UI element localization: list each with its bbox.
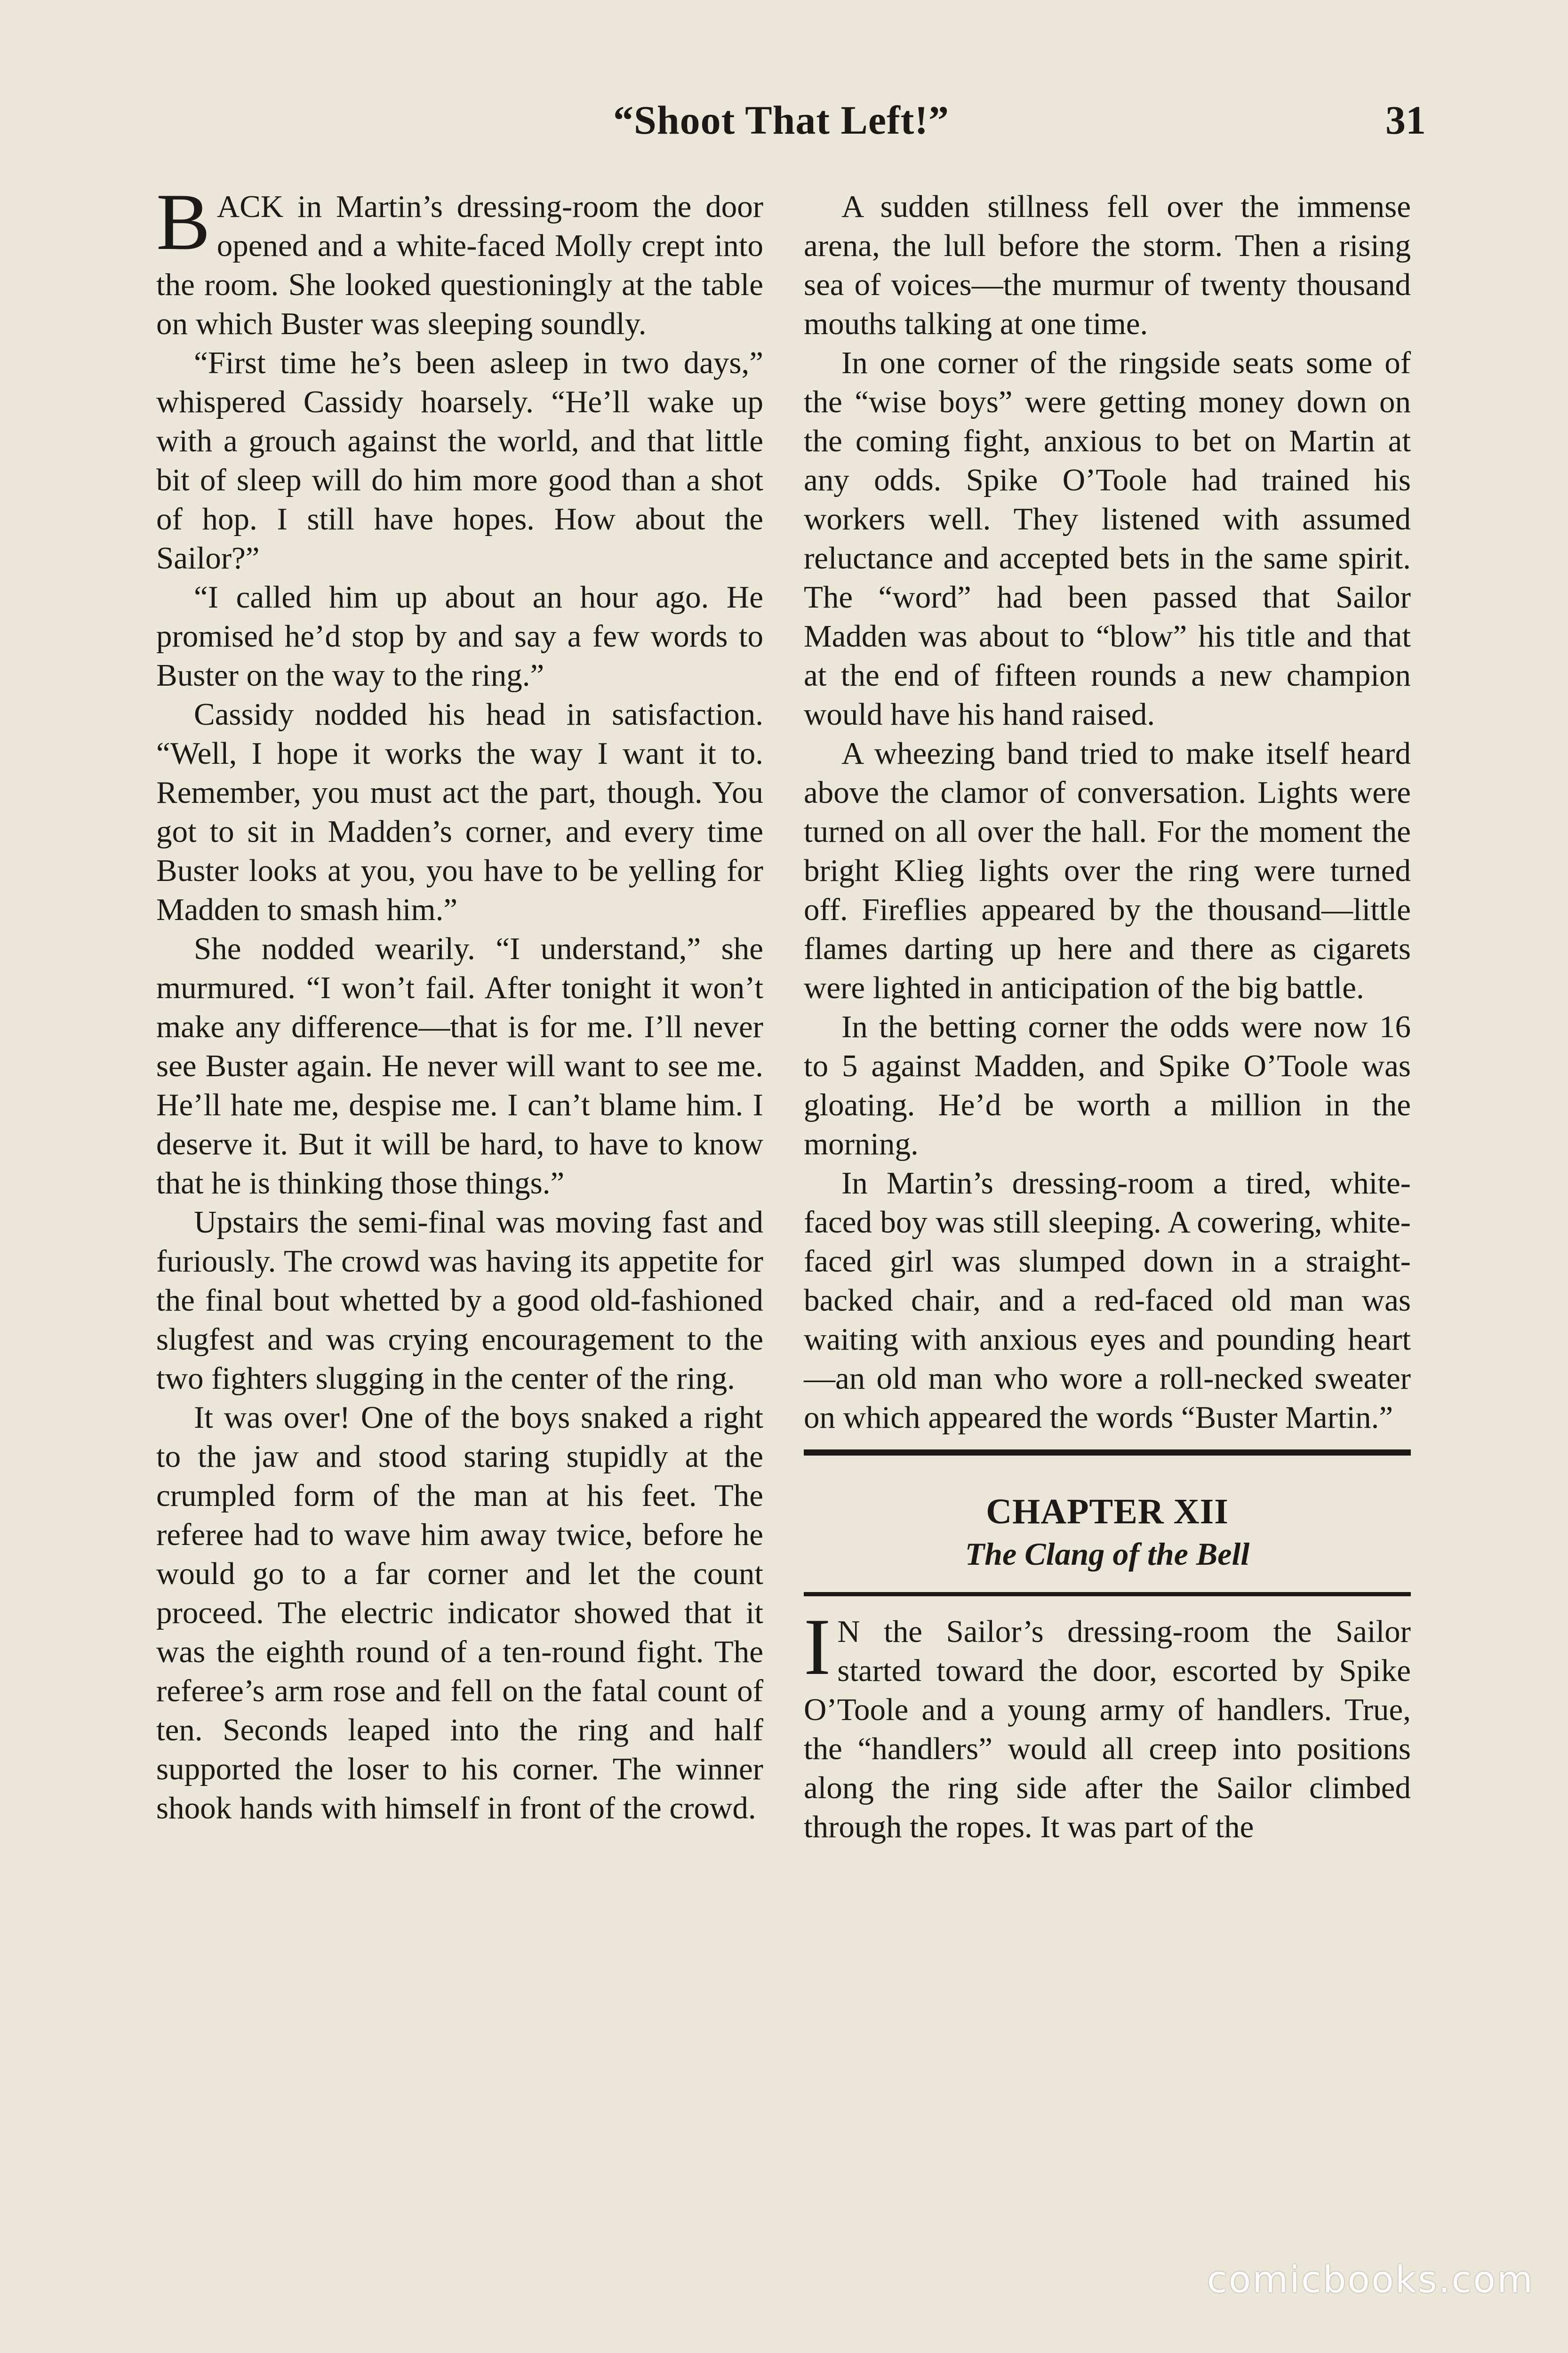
drop-cap: I xyxy=(804,1602,831,1692)
chapter-heading: CHAPTER XII xyxy=(986,1492,1229,1531)
paragraph: She nodded wearily. “I understand,” she murmured. “I won’t fail. After tonight it won’t make any difference—that is for me. I’ll never see Buster again. He never will want to see me. He’ll hate me, despise me. I can’t blame him. I deserve it. But it will be hard, to have to know that he is thinking those things.” xyxy=(156,931,763,1201)
paragraph: “First time he’s been asleep in two days,” whispered Cassidy hoarsely. “He’ll wake up with a grouch against the world, and that little bit of sleep will do him more good than a shot of hop. I still have hopes. How about the Sailor?” xyxy=(156,345,763,576)
paragraph: A sudden stillness fell over the immense arena, the lull before the storm. Then a rising sea of voices—the murmur of twenty thousand mouths talking at one time. xyxy=(804,189,1411,341)
paragraph-text: ACK in Martin’s dressing-room the door opened and a white-faced Molly crept into the room. She looked questioningly at the table on which Buster was sleeping soundly. xyxy=(156,189,763,341)
paragraph: It was over! One of the boys snaked a right to the jaw and stood staring stupidly at the crumpled form of the man at his feet. The referee had to wave him away twice, before he would go to a far corner and let the count proceed. The electric indicator showed that it was the eighth round of a ten-round fight. The referee’s arm rose and fell on the fatal count of ten. Seconds leaped into the ring and half supported the loser to his corner. The winner shook hands with himself in front of the crowd. xyxy=(156,1400,763,1825)
paragraph: In Martin’s dressing-room a tired, white-faced boy was still sleeping. A cowering, white-faced girl was slumped down in a straight-backed chair, and a red-faced old man was waiting with anxious eyes and pounding heart—an old man who wore a roll-necked sweater on which appeared the words “Buster Martin.” xyxy=(804,1166,1411,1435)
left-column xyxy=(156,177,763,1828)
paragraph: “I called him up about an hour ago. He promised he’d stop by and say a few words to Buster on the way to the ring.” xyxy=(156,580,763,693)
paragraph: Upstairs the semi-final was moving fast and furiously. The crowd was having its appetite for the final bout whetted by a good old-fashioned slugfest and was crying encouragement to the two fighters slugging in the center of the ring. xyxy=(156,1205,763,1396)
paragraph: Cassidy nodded his head in satisfaction. “Well, I hope it works the way I want it to. Remember, you must act the part, though. You got to sit in Madden’s corner, and every time Buster looks at you, you have to be yelling for Madden to smash him.” xyxy=(156,697,763,927)
paragraph xyxy=(156,177,763,344)
running-head-title: “Shoot That Left!” xyxy=(613,97,950,143)
paragraph: In one corner of the ringside seats some of the “wise boys” were getting money down on the coming fight, anxious to bet on Martin at any odds. Spike O’Toole had trained his workers well. They listened with assumed reluctance and accepted bets in the same spirit. The “word” had been passed that Sailor Madden was about to “blow” his title and that at the end of fifteen rounds a new champion would have his hand raised. xyxy=(804,345,1411,732)
paragraph: In the betting corner the odds were now 16 to 5 against Madden, and Spike O’Toole was gloating. He’d be worth a million in the morning. xyxy=(804,1009,1411,1161)
page-number: 31 xyxy=(1385,97,1426,143)
paragraph: A wheezing band tried to make itself heard above the clamor of conversation. Lights were turned on all over the hall. For the moment the bright Klieg lights over the ring were turned off. Fireflies appeared by the thousand—little flames darting up here and there as cigarets were lighted in anticipation of the big battle. xyxy=(804,736,1411,1005)
paragraph xyxy=(804,1602,1411,1847)
right-column xyxy=(804,187,1411,1847)
chapter-rule-bottom xyxy=(804,1592,1411,1596)
chapter-rule-top xyxy=(804,1449,1411,1456)
watermark: comicbooks.com xyxy=(1207,2259,1534,2301)
chapter-subtitle: The Clang of the Bell xyxy=(965,1536,1250,1572)
drop-cap: B xyxy=(156,177,210,267)
paragraph-text: N the Sailor’s dressing-room the Sailor started toward the door, escorted by Spike O’Toole and a young army of handlers. True, the “handlers” would all creep into positions along the ring side after the Sailor climbed through the ropes. It was part of the xyxy=(804,1614,1411,1844)
